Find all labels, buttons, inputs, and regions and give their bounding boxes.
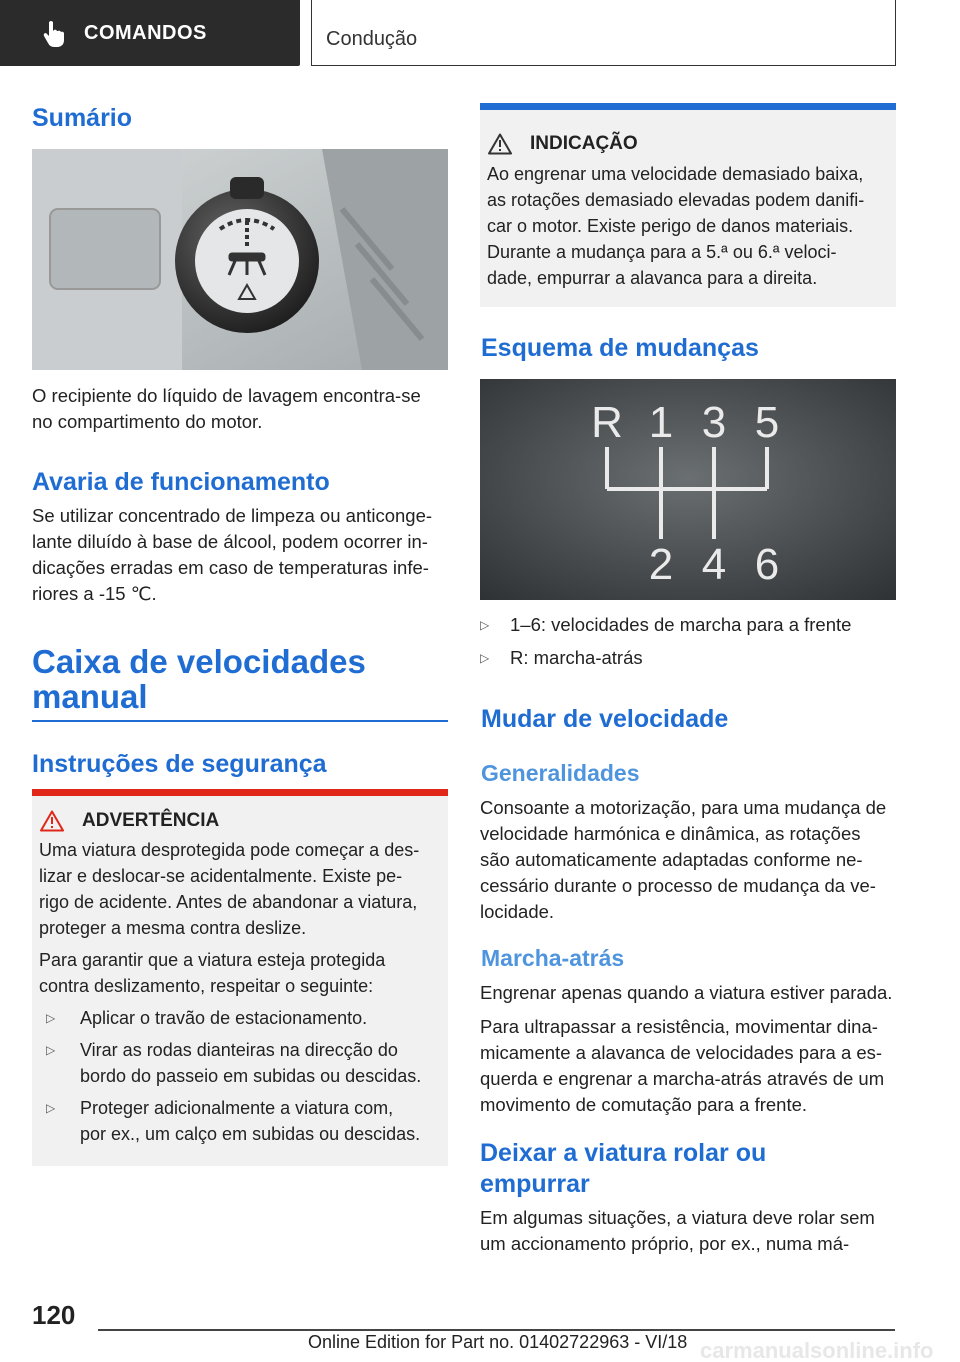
instrucoes-heading: Instruções de segurança <box>32 750 327 778</box>
note-text-line: car o motor. Existe perigo de danos materiais. <box>487 216 854 236</box>
gear-shift-diagram <box>480 379 896 600</box>
gear-label-top: R <box>591 398 623 447</box>
gear-label-bottom: 2 <box>648 540 674 589</box>
warning-box <box>32 789 448 1166</box>
generalidades-text-line: velocidade harmónica e dinâmica, as rotações <box>480 823 861 844</box>
chapter-title-line: Caixa de velocidades <box>32 643 366 680</box>
list-item <box>46 1037 448 1089</box>
bullet-triangle-icon: ▷ <box>480 651 490 665</box>
warning-bar <box>32 789 448 796</box>
bullet-triangle-icon: ▷ <box>46 1101 56 1115</box>
note-heading: INDICAÇÃO <box>530 133 638 154</box>
note-text-line: Durante a mudança para a 5.ª ou 6.ª veloci- <box>487 242 837 262</box>
list-item-text: Aplicar o travão de estacionamento. <box>80 1008 368 1028</box>
list-item-text: por ex., um calço em subidas ou descidas. <box>80 1124 421 1144</box>
gear-label-top: 3 <box>701 398 727 447</box>
hand-pointer-icon <box>38 18 68 48</box>
list-item-text: Virar as rodas dianteiras na direcção do <box>80 1040 398 1060</box>
washer-reservoir-photo <box>32 149 448 370</box>
footer-rule <box>98 1329 895 1331</box>
generalidades-text-line: locidade. <box>480 901 555 922</box>
list-item-text: Proteger adicionalmente a viatura com, <box>80 1098 394 1118</box>
caution-triangle-icon <box>488 133 512 155</box>
deixar-heading-line: empurrar <box>480 1170 590 1198</box>
deixar-text-line: um accionamento próprio, por ex., numa má- <box>480 1233 850 1254</box>
warning-text-line: Uma viatura desprotegida pode começar a des- <box>39 840 420 860</box>
gear-label-top: 5 <box>754 398 780 447</box>
sumario-text-line: O recipiente do líquido de lavagem encontra-se <box>32 385 421 406</box>
washer-cap-illustration <box>32 149 448 370</box>
chapter-title-line: manual <box>32 677 148 715</box>
generalidades-text-line: são automaticamente adaptadas conforme ne- <box>480 849 863 870</box>
section-header <box>311 0 896 66</box>
section-label: Condução <box>326 28 418 50</box>
marcha-text-line: querda e engrenar a marcha-atrás através de um <box>480 1068 885 1089</box>
note-text-line: Ao engrenar uma velocidade demasiado baixa, <box>487 164 864 184</box>
gear-label-bottom: 6 <box>754 540 780 589</box>
generalidades-text-line: cessário durante o processo de mudança da ve- <box>480 875 876 896</box>
marcha-text-line: micamente a alavanca de velocidades para a es- <box>480 1042 883 1063</box>
deixar-text-line: Em algumas situações, a viatura deve rolar sem <box>480 1207 875 1228</box>
note-box <box>480 103 896 307</box>
generalidades-text-line: Consoante a motorização, para uma mudança de <box>480 797 887 818</box>
warning-triangle-icon <box>40 810 64 832</box>
bullet-triangle-icon: ▷ <box>46 1043 56 1057</box>
page-header <box>0 0 960 66</box>
mudar-heading: Mudar de velocidade <box>481 705 729 733</box>
bullet-triangle-icon: ▷ <box>480 618 490 632</box>
warning-text-line: proteger a mesma contra deslize. <box>39 918 307 938</box>
warning-text-line: Para garantir que a viatura esteja protegida <box>39 950 386 970</box>
chapter-tab <box>0 0 300 66</box>
warning-text-line: lizar e deslocar-se acidentalmente. Existe pe- <box>39 866 403 886</box>
sumario-text-line: no compartimento do motor. <box>32 411 263 432</box>
list-item-text: 1–6: velocidades de marcha para a frente <box>510 614 852 635</box>
avaria-text-line: lante diluído à base de álcool, podem ocorrer in- <box>32 531 428 552</box>
warning-text-line: rigo de acidente. Antes de abandonar a viatura, <box>39 892 418 912</box>
list-item <box>480 612 896 638</box>
gear-pattern-image <box>480 379 896 600</box>
list-item <box>46 1005 448 1031</box>
marcha-heading: Marcha-atrás <box>481 945 625 971</box>
warning-heading: ADVERTÊNCIA <box>82 810 220 831</box>
warning-text-line: contra deslizamento, respeitar o seguinte: <box>39 976 374 996</box>
chapter-rule <box>32 720 448 722</box>
note-bar <box>480 103 896 110</box>
esquema-heading: Esquema de mudanças <box>481 334 759 362</box>
list-item-text: R: marcha-atrás <box>510 647 643 668</box>
page-number: 120 <box>32 1300 76 1330</box>
generalidades-heading: Generalidades <box>481 760 640 786</box>
watermark-text: carmanualsonline.info <box>700 1338 934 1362</box>
chapter-label: COMANDOS <box>84 21 207 44</box>
avaria-text-line: riores a -15 ℃. <box>32 583 157 604</box>
marcha-text-line: movimento de comutação para a frente. <box>480 1094 808 1115</box>
marcha-text-line: Engrenar apenas quando a viatura estiver parada. <box>480 982 893 1003</box>
gear-label-bottom: 4 <box>701 540 727 589</box>
deixar-heading-line: Deixar a viatura rolar ou <box>480 1139 767 1167</box>
list-item <box>480 645 896 671</box>
edition-text: Online Edition for Part no. 01402722963 - VI/18 <box>308 1332 688 1352</box>
list-item <box>46 1095 448 1147</box>
list-item-text: bordo do passeio em subidas ou descidas. <box>80 1066 422 1086</box>
gear-label-top: 1 <box>648 398 674 447</box>
sumario-heading: Sumário <box>32 104 133 132</box>
marcha-text-line: Para ultrapassar a resistência, movimentar dina- <box>480 1016 878 1037</box>
bullet-triangle-icon: ▷ <box>46 1011 56 1025</box>
avaria-text-line: dicações erradas em caso de temperaturas infe- <box>32 557 429 578</box>
note-text-line: dade, empurrar a alavanca para a direita. <box>487 268 818 288</box>
avaria-text-line: Se utilizar concentrado de limpeza ou anticonge- <box>32 505 433 526</box>
note-text-line: as rotações demasiado elevadas podem danifi- <box>487 190 865 210</box>
avaria-heading: Avaria de funcionamento <box>32 468 330 496</box>
